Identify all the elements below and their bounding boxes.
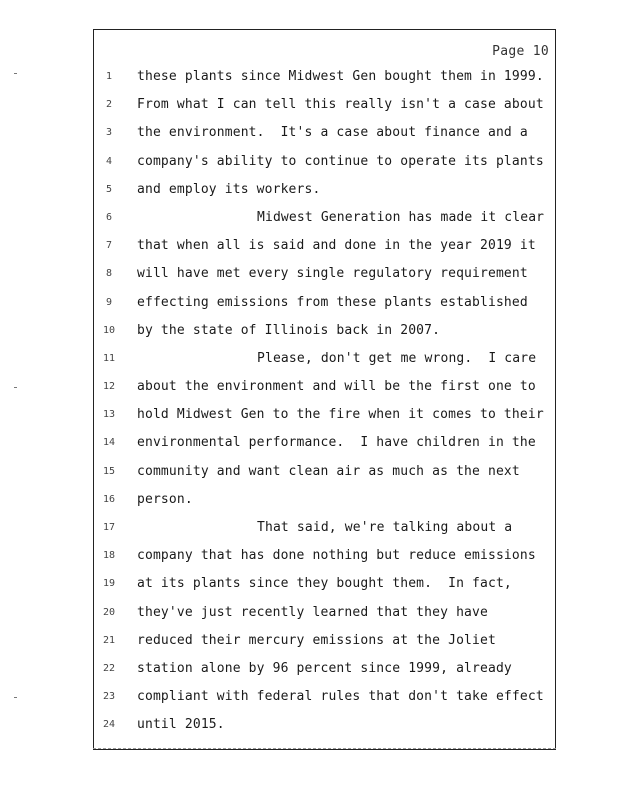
transcript-line <box>94 599 555 627</box>
line-number: 19 <box>102 578 116 590</box>
scan-speck <box>14 387 17 388</box>
line-text: environmental performance. I have children in the <box>137 435 536 451</box>
line-text: From what I can tell this really isn't a case about <box>137 97 544 113</box>
page-number: Page 10 <box>492 44 549 59</box>
line-number: 10 <box>102 324 116 336</box>
line-number: 18 <box>102 550 116 562</box>
transcript-line <box>94 542 555 570</box>
line-text: until 2015. <box>137 717 225 733</box>
line-number: 8 <box>105 268 113 280</box>
transcript-line <box>94 486 555 514</box>
line-number: 23 <box>102 691 116 703</box>
transcript-line <box>94 429 555 457</box>
transcript-page <box>93 29 556 750</box>
line-number: 13 <box>102 409 116 421</box>
line-text: person. <box>137 491 193 507</box>
line-text: by the state of Illinois back in 2007. <box>137 322 441 338</box>
line-number: 1 <box>105 71 113 82</box>
line-number: 11 <box>102 352 116 364</box>
line-text: company's ability to continue to operate its plants <box>137 153 544 169</box>
transcript-line <box>94 232 555 260</box>
transcript-line <box>94 63 555 91</box>
transcript-line <box>94 345 555 373</box>
scan-speck <box>14 73 17 74</box>
line-text: that when all is said and done in the year 2019 it <box>137 238 536 254</box>
line-number: 24 <box>102 719 116 731</box>
transcript-lines <box>94 63 555 740</box>
transcript-line <box>94 458 555 486</box>
line-text: compliant with federal rules that don't take effect <box>137 689 544 705</box>
line-number: 2 <box>105 99 113 111</box>
line-number: 21 <box>102 634 116 646</box>
line-text: will have met every single regulatory requirement <box>137 266 528 282</box>
line-number: 4 <box>105 155 113 167</box>
transcript-line <box>94 289 555 317</box>
transcript-line <box>94 176 555 204</box>
transcript-line <box>94 683 555 711</box>
transcript-line <box>94 260 555 288</box>
transcript-line <box>94 317 555 345</box>
line-number: 9 <box>105 296 113 308</box>
line-text: the environment. It's a case about finance and a <box>137 125 528 141</box>
line-number: 16 <box>102 493 116 505</box>
line-number: 20 <box>102 606 116 618</box>
line-number: 14 <box>102 437 116 449</box>
line-number: 17 <box>102 522 116 533</box>
line-text: reduced their mercury emissions at the Joliet <box>137 632 496 648</box>
transcript-line <box>94 91 555 119</box>
line-number: 6 <box>105 211 113 223</box>
transcript-line <box>94 514 555 542</box>
line-number: 7 <box>105 240 113 252</box>
line-number: 15 <box>102 465 116 477</box>
transcript-line <box>94 711 555 739</box>
line-text: effecting emissions from these plants established <box>137 294 528 310</box>
page-bottom-edge <box>93 748 556 751</box>
transcript-line <box>94 570 555 598</box>
line-text: these plants since Midwest Gen bought them in 1999. <box>137 69 544 84</box>
line-text: at its plants since they bought them. In fact, <box>137 576 512 592</box>
line-text: they've just recently learned that they have <box>137 604 488 620</box>
scan-speck <box>14 697 17 698</box>
transcript-line <box>94 373 555 401</box>
line-text: station alone by 96 percent since 1999, already <box>137 660 512 676</box>
transcript-line <box>94 401 555 429</box>
line-text: community and want clean air as much as the next <box>137 463 520 479</box>
transcript-line <box>94 627 555 655</box>
line-number: 12 <box>102 381 116 393</box>
transcript-line <box>94 119 555 147</box>
line-text: Midwest Generation has made it clear <box>257 209 545 225</box>
line-text: That said, we're talking about a <box>257 520 513 535</box>
line-number: 5 <box>105 183 113 195</box>
line-text: and employ its workers. <box>137 181 321 197</box>
transcript-line <box>94 204 555 232</box>
line-number: 3 <box>105 127 113 139</box>
line-text: hold Midwest Gen to the fire when it comes to their <box>137 407 544 423</box>
line-text: about the environment and will be the first one to <box>137 379 536 395</box>
line-text: company that has done nothing but reduce emissions <box>137 548 536 564</box>
line-number: 22 <box>102 662 116 674</box>
transcript-line <box>94 655 555 683</box>
line-text: Please, don't get me wrong. I care <box>257 350 537 366</box>
transcript-line <box>94 148 555 176</box>
